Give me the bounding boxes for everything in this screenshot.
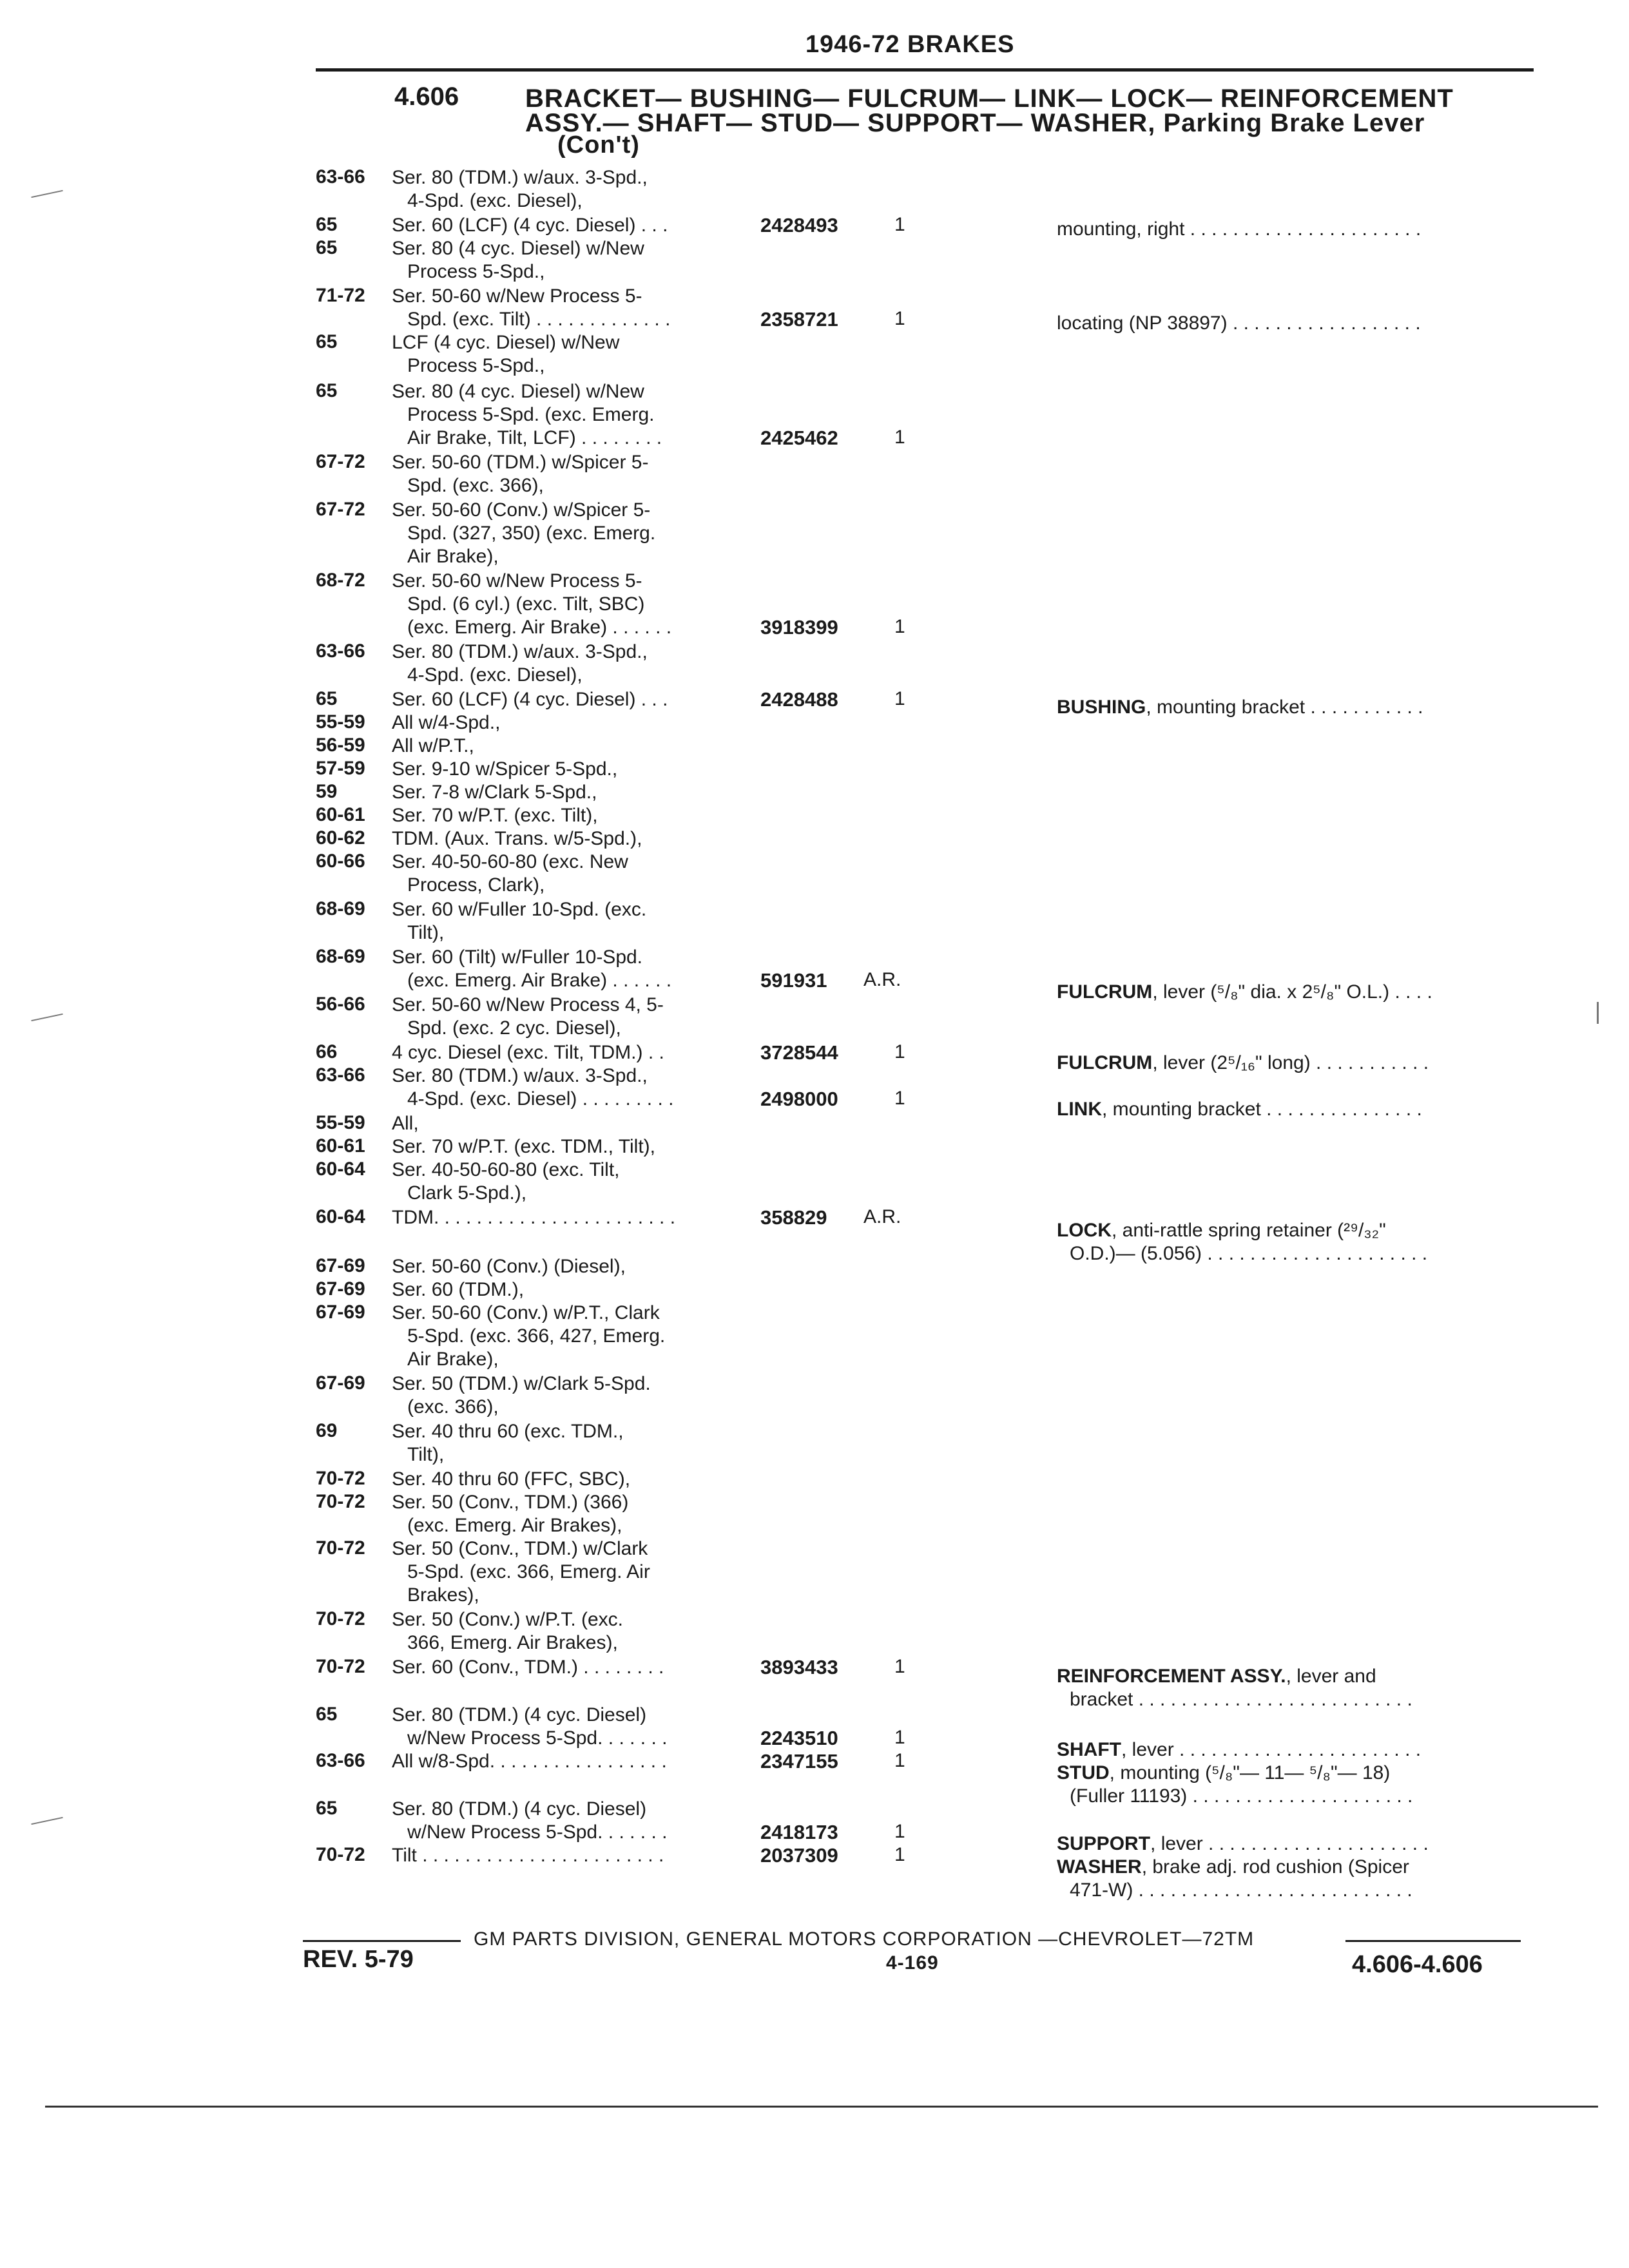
application-text: 5-Spd. (exc. 366, Emerg. Air bbox=[407, 1561, 650, 1582]
description-text: locating (NP 38897) . . . . . . . . . . . . . . . . . . bbox=[1057, 312, 1421, 334]
footer-section-range: 4.606-4.606 bbox=[1352, 1951, 1483, 1978]
quantity: 1 bbox=[894, 1656, 905, 1677]
year-range: 70-72 bbox=[316, 1491, 365, 1512]
application-text: Ser. 50 (Conv., TDM.) w/Clark bbox=[392, 1538, 648, 1559]
quantity: 1 bbox=[894, 427, 905, 448]
scan-mark bbox=[31, 1014, 63, 1021]
part-number: 358829 bbox=[760, 1206, 827, 1229]
application-text: Process 5-Spd. (exc. Emerg. bbox=[407, 404, 655, 425]
year-range: 59 bbox=[316, 781, 338, 802]
application-text: Process 5-Spd., bbox=[407, 355, 545, 376]
year-range: 65 bbox=[316, 214, 338, 235]
quantity: A.R. bbox=[863, 1206, 901, 1227]
year-range: 70-72 bbox=[316, 1656, 365, 1677]
application-text: Ser. 80 (4 cyc. Diesel) w/New bbox=[392, 381, 644, 402]
part-description bbox=[1057, 312, 1421, 335]
year-range: 65 bbox=[316, 331, 338, 352]
scan-edge-line bbox=[45, 2106, 1598, 2108]
year-range: 65 bbox=[316, 688, 338, 709]
year-range: 70-72 bbox=[316, 1537, 365, 1559]
part-description bbox=[1057, 1052, 1429, 1075]
part-description bbox=[1057, 1098, 1422, 1121]
section-number: 4.606 bbox=[394, 82, 459, 111]
application-text: Ser. 50-60 (Conv.) w/P.T., Clark bbox=[392, 1302, 660, 1323]
application-text: Spd. (6 cyl.) (exc. Tilt, SBC) bbox=[407, 593, 645, 615]
year-range: 67-72 bbox=[316, 451, 365, 472]
year-range: 63-66 bbox=[316, 166, 365, 187]
part-description bbox=[1057, 1665, 1376, 1688]
description-text: , lever (2⁵/₁₆" long) . . . . . . . . . . . bbox=[1152, 1052, 1429, 1073]
year-range: 68-72 bbox=[316, 570, 365, 591]
application-text: 4-Spd. (exc. Diesel), bbox=[407, 664, 583, 686]
quantity: 1 bbox=[894, 688, 905, 709]
application-text: Ser. 80 (TDM.) w/aux. 3-Spd., bbox=[392, 641, 648, 662]
year-range: 60-61 bbox=[316, 804, 365, 825]
year-range: 65 bbox=[316, 1704, 338, 1725]
application-text: Ser. 40-50-60-80 (exc. New bbox=[392, 851, 628, 872]
footer-corporation: GM PARTS DIVISION, GENERAL MOTORS CORPORATION —CHEVROLET—72TM bbox=[474, 1928, 1255, 1950]
application-text: Ser. 80 (4 cyc. Diesel) w/New bbox=[392, 238, 644, 259]
application-text: Ser. 80 (TDM.) (4 cyc. Diesel) bbox=[392, 1798, 647, 1820]
part-name: STUD bbox=[1057, 1762, 1110, 1783]
application-text: Spd. (exc. 366), bbox=[407, 475, 544, 496]
description-text: , anti-rattle spring retainer (²⁹/₃₂" bbox=[1112, 1220, 1386, 1241]
application-text: Ser. 40 thru 60 (exc. TDM., bbox=[392, 1421, 624, 1442]
part-name: LINK bbox=[1057, 1099, 1102, 1120]
description-text: , lever . . . . . . . . . . . . . . . . . . . . . . . bbox=[1121, 1739, 1422, 1760]
part-description bbox=[1057, 1219, 1386, 1242]
application-text: Ser. 40 thru 60 (FFC, SBC), bbox=[392, 1468, 631, 1490]
part-name: WASHER bbox=[1057, 1856, 1142, 1878]
quantity: 1 bbox=[894, 1844, 905, 1865]
application-text: Air Brake, Tilt, LCF) . . . . . . . . bbox=[407, 427, 662, 448]
application-text: TDM. . . . . . . . . . . . . . . . . . . . . . . bbox=[392, 1207, 676, 1228]
application-text: Process 5-Spd., bbox=[407, 261, 545, 282]
application-text: Tilt), bbox=[407, 1444, 445, 1465]
part-name: SHAFT bbox=[1057, 1739, 1121, 1760]
application-text: Ser. 60 (LCF) (4 cyc. Diesel) . . . bbox=[392, 215, 668, 236]
scan-mark bbox=[1597, 1002, 1599, 1024]
application-text: w/New Process 5-Spd. . . . . . . bbox=[407, 1727, 668, 1749]
quantity: A.R. bbox=[863, 969, 901, 990]
description-text: , lever . . . . . . . . . . . . . . . . . . . . . bbox=[1150, 1833, 1429, 1854]
year-range: 60-66 bbox=[316, 850, 365, 872]
application-text: Ser. 50 (TDM.) w/Clark 5-Spd. bbox=[392, 1373, 651, 1394]
year-range: 67-69 bbox=[316, 1302, 365, 1323]
part-description bbox=[1070, 1688, 1412, 1711]
quantity: 1 bbox=[894, 1821, 905, 1842]
part-description bbox=[1057, 218, 1421, 241]
quantity: 1 bbox=[894, 1088, 905, 1109]
application-text: Ser. 60 (Conv., TDM.) . . . . . . . . bbox=[392, 1657, 664, 1678]
application-text: All w/4-Spd., bbox=[392, 712, 501, 733]
description-text: O.D.)— (5.056) . . . . . . . . . . . . . . . . . . . . . bbox=[1070, 1243, 1428, 1264]
application-text: Ser. 60 (Tilt) w/Fuller 10-Spd. bbox=[392, 947, 643, 968]
part-name: FULCRUM bbox=[1057, 1052, 1153, 1073]
year-range: 56-66 bbox=[316, 994, 365, 1015]
year-range: 63-66 bbox=[316, 1064, 365, 1086]
application-text: 366, Emerg. Air Brakes), bbox=[407, 1632, 618, 1653]
description-text: bracket . . . . . . . . . . . . . . . . . . . . . . . . . . bbox=[1070, 1689, 1412, 1710]
year-range: 68-69 bbox=[316, 898, 365, 919]
application-text: Ser. 70 w/P.T. (exc. TDM., Tilt), bbox=[392, 1136, 655, 1157]
year-range: 66 bbox=[316, 1041, 338, 1062]
part-number: 2347155 bbox=[760, 1750, 838, 1773]
year-range: 65 bbox=[316, 380, 338, 401]
application-text: Spd. (327, 350) (exc. Emerg. bbox=[407, 523, 656, 544]
description-text: , mounting bracket . . . . . . . . . . . . . . . bbox=[1102, 1099, 1422, 1120]
part-number: 2243510 bbox=[760, 1727, 838, 1749]
description-text: , lever and bbox=[1286, 1666, 1376, 1687]
scan-mark bbox=[31, 190, 63, 198]
part-description bbox=[1057, 1832, 1429, 1856]
part-description bbox=[1057, 1856, 1409, 1879]
footer-page-number: 4-169 bbox=[886, 1952, 939, 1974]
application-text: All w/P.T., bbox=[392, 735, 474, 756]
part-description bbox=[1070, 1879, 1412, 1902]
quantity: 1 bbox=[894, 1727, 905, 1748]
application-text: Ser. 50-60 (TDM.) w/Spicer 5- bbox=[392, 452, 649, 473]
application-text: Ser. 9-10 w/Spicer 5-Spd., bbox=[392, 758, 618, 780]
description-text: mounting, right . . . . . . . . . . . . . . . . . . . . . . bbox=[1057, 218, 1422, 240]
part-name: LOCK bbox=[1057, 1220, 1112, 1241]
application-text: Ser. 50-60 w/New Process 5- bbox=[392, 285, 642, 307]
year-range: 70-72 bbox=[316, 1468, 365, 1489]
part-name: BUSHING bbox=[1057, 697, 1146, 718]
application-text: Ser. 50-60 w/New Process 5- bbox=[392, 570, 642, 591]
section-title-line-2: ASSY.— SHAFT— STUD— SUPPORT— WASHER, Parking Brake Lever bbox=[525, 109, 1425, 137]
part-number: 591931 bbox=[760, 969, 827, 992]
description-text: (Fuller 11193) . . . . . . . . . . . . . . . . . . . . . bbox=[1070, 1785, 1413, 1807]
year-range: 60-64 bbox=[316, 1206, 365, 1227]
year-range: 68-69 bbox=[316, 946, 365, 967]
application-text: Ser. 70 w/P.T. (exc. Tilt), bbox=[392, 805, 598, 826]
year-range: 67-69 bbox=[316, 1372, 365, 1394]
application-text: Ser. 80 (TDM.) w/aux. 3-Spd., bbox=[392, 167, 648, 188]
application-text: Ser. 80 (TDM.) (4 cyc. Diesel) bbox=[392, 1704, 647, 1725]
application-text: Ser. 50-60 (Conv.) (Diesel), bbox=[392, 1256, 626, 1277]
application-text: Clark 5-Spd.), bbox=[407, 1182, 527, 1204]
application-text: Ser. 7-8 w/Clark 5-Spd., bbox=[392, 782, 597, 803]
part-number: 2428493 bbox=[760, 214, 838, 236]
part-name: SUPPORT bbox=[1057, 1833, 1151, 1854]
application-text: Ser. 60 (TDM.), bbox=[392, 1279, 525, 1300]
application-text: (exc. Emerg. Air Brakes), bbox=[407, 1515, 622, 1536]
part-description bbox=[1057, 696, 1423, 719]
year-range: 67-69 bbox=[316, 1255, 365, 1276]
application-text: Ser. 50-60 w/New Process 4, 5- bbox=[392, 994, 664, 1015]
application-text: 4-Spd. (exc. Diesel) . . . . . . . . . bbox=[407, 1088, 674, 1110]
part-description bbox=[1057, 981, 1432, 1004]
part-number: 3893433 bbox=[760, 1656, 838, 1678]
footer-rule-left bbox=[303, 1940, 461, 1942]
part-number: 3728544 bbox=[760, 1041, 838, 1064]
section-title-line-1: BRACKET— BUSHING— FULCRUM— LINK— LOCK— REINFORCEMENT bbox=[525, 84, 1454, 113]
quantity: 1 bbox=[894, 1750, 905, 1771]
application-text: Spd. (exc. 2 cyc. Diesel), bbox=[407, 1017, 621, 1039]
part-name: FULCRUM bbox=[1057, 981, 1153, 1003]
application-text: LCF (4 cyc. Diesel) w/New bbox=[392, 332, 620, 353]
description-text: , lever (⁵/₈" dia. x 2⁵/₈" O.L.) . . . . bbox=[1152, 981, 1432, 1003]
application-text: (exc. 366), bbox=[407, 1396, 499, 1418]
description-text: , mounting bracket . . . . . . . . . . . bbox=[1146, 697, 1423, 718]
footer-revision: REV. 5-79 bbox=[303, 1946, 414, 1973]
part-number: 2428488 bbox=[760, 688, 838, 711]
application-text: Ser. 50 (Conv.) w/P.T. (exc. bbox=[392, 1609, 624, 1630]
quantity: 1 bbox=[894, 308, 905, 329]
section-title-line-3: (Con't) bbox=[557, 131, 640, 159]
application-text: Tilt . . . . . . . . . . . . . . . . . . . . . . . bbox=[392, 1845, 664, 1866]
header-rule bbox=[316, 68, 1534, 72]
part-description bbox=[1057, 1762, 1390, 1785]
year-range: 55-59 bbox=[316, 711, 365, 733]
application-text: TDM. (Aux. Trans. w/5-Spd.), bbox=[392, 828, 642, 849]
application-text: Ser. 50-60 (Conv.) w/Spicer 5- bbox=[392, 499, 651, 521]
year-range: 70-72 bbox=[316, 1608, 365, 1629]
year-range: 60-61 bbox=[316, 1135, 365, 1157]
application-text: Air Brake), bbox=[407, 1349, 499, 1370]
application-text: Ser. 60 (LCF) (4 cyc. Diesel) . . . bbox=[392, 689, 668, 710]
year-range: 63-66 bbox=[316, 1750, 365, 1771]
part-number: 2358721 bbox=[760, 308, 838, 331]
year-range: 65 bbox=[316, 1798, 338, 1819]
year-range: 63-66 bbox=[316, 640, 365, 662]
quantity: 1 bbox=[894, 616, 905, 637]
application-text: (exc. Emerg. Air Brake) . . . . . . bbox=[407, 617, 672, 638]
footer-rule-right bbox=[1345, 1940, 1521, 1942]
part-description bbox=[1070, 1785, 1412, 1808]
part-description bbox=[1070, 1242, 1427, 1265]
year-range: 56-59 bbox=[316, 735, 365, 756]
application-text: Ser. 80 (TDM.) w/aux. 3-Spd., bbox=[392, 1065, 648, 1086]
application-text: All, bbox=[392, 1113, 419, 1134]
application-text: Tilt), bbox=[407, 922, 445, 943]
year-range: 60-62 bbox=[316, 827, 365, 849]
year-range: 57-59 bbox=[316, 758, 365, 779]
year-range: 71-72 bbox=[316, 285, 365, 306]
part-number: 2498000 bbox=[760, 1088, 838, 1110]
year-range: 69 bbox=[316, 1420, 338, 1441]
description-text: , brake adj. rod cushion (Spicer bbox=[1141, 1856, 1409, 1878]
application-text: w/New Process 5-Spd. . . . . . . bbox=[407, 1821, 668, 1843]
year-range: 55-59 bbox=[316, 1112, 365, 1133]
application-text: Spd. (exc. Tilt) . . . . . . . . . . . . . bbox=[407, 309, 671, 330]
quantity: 1 bbox=[894, 214, 905, 235]
part-name: REINFORCEMENT ASSY. bbox=[1057, 1666, 1286, 1687]
page-header-title: 1946-72 BRAKES bbox=[805, 31, 1015, 58]
application-text: 4-Spd. (exc. Diesel), bbox=[407, 190, 583, 211]
application-text: 5-Spd. (exc. 366, 427, Emerg. bbox=[407, 1325, 666, 1347]
quantity: 1 bbox=[894, 1041, 905, 1062]
application-text: 4 cyc. Diesel (exc. Tilt, TDM.) . . bbox=[392, 1042, 664, 1063]
description-text: , mounting (⁵/₈"— 11— ⁵/₈"— 18) bbox=[1109, 1762, 1391, 1783]
part-number: 2037309 bbox=[760, 1844, 838, 1867]
application-text: Air Brake), bbox=[407, 546, 499, 567]
year-range: 67-69 bbox=[316, 1278, 365, 1300]
application-text: Brakes), bbox=[407, 1584, 479, 1606]
scan-mark bbox=[31, 1817, 63, 1825]
application-text: Ser. 40-50-60-80 (exc. Tilt, bbox=[392, 1159, 620, 1180]
application-text: All w/8-Spd. . . . . . . . . . . . . . . . . bbox=[392, 1751, 667, 1772]
year-range: 70-72 bbox=[316, 1844, 365, 1865]
application-text: Process, Clark), bbox=[407, 874, 545, 896]
year-range: 67-72 bbox=[316, 499, 365, 520]
part-number: 3918399 bbox=[760, 616, 838, 639]
part-number: 2425462 bbox=[760, 427, 838, 449]
year-range: 65 bbox=[316, 237, 338, 258]
description-text: 471-W) . . . . . . . . . . . . . . . . . . . . . . . . . . bbox=[1070, 1879, 1412, 1901]
part-description bbox=[1057, 1738, 1421, 1762]
application-text: Ser. 50 (Conv., TDM.) (366) bbox=[392, 1492, 629, 1513]
application-text: Ser. 60 w/Fuller 10-Spd. (exc. bbox=[392, 899, 647, 920]
part-number: 2418173 bbox=[760, 1821, 838, 1843]
year-range: 60-64 bbox=[316, 1158, 365, 1180]
application-text: (exc. Emerg. Air Brake) . . . . . . bbox=[407, 970, 672, 991]
